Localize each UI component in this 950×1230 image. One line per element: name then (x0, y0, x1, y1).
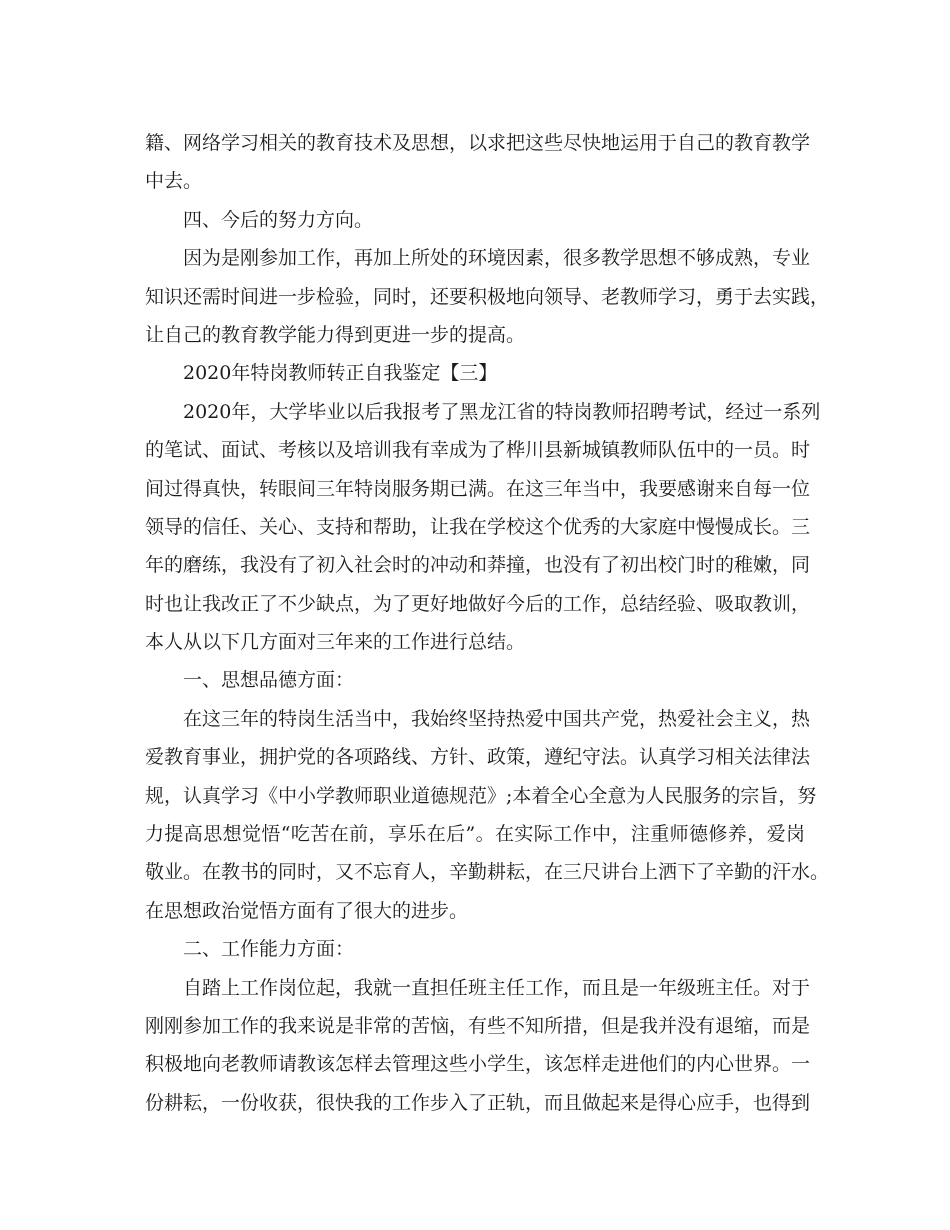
text-line: 的笔试、面试、考核以及培训我有幸成为了桦川县新城镇教师队伍中的一员。时 (145, 439, 811, 462)
text-line: 自踏上工作岗位起，我就一直担任班主任工作，而且是一年级班主任。对于 (183, 976, 811, 999)
text-line: 时也让我改正了不少缺点，为了更好地做好今后的工作，总结经验、吸取教训， (145, 592, 811, 615)
text-line: 积极地向老教师请教该怎样去管理这些小学生，该怎样走进他们的内心世界。一 (145, 1053, 811, 1076)
text-line: 敬业。在教书的同时，又不忘育人，辛勤耕耘，在三尺讲台上洒下了辛勤的汗水。 (145, 861, 830, 884)
text-line: 中去。 (145, 170, 203, 193)
text-line: 规，认真学习《中小学教师职业道德规范》;本着全心全意为人民服务的宗旨，努 (145, 784, 817, 807)
text-line: 二、工作能力方面： (183, 938, 355, 961)
text-line: 2020年，大学毕业以后我报考了黑龙江省的特岗教师招聘考试，经过一系列 (183, 400, 821, 423)
text-line: 籍、网络学习相关的教育技术及思想，以求把这些尽快地运用于自己的教育教学 (145, 132, 811, 154)
text-line: 一、思想品德方面： (183, 669, 355, 692)
text-line: 间过得真快，转眼间三年特岗服务期已满。在这三年当中，我要感谢来自每一位 (145, 477, 811, 500)
text-line: 本人从以下几方面对三年来的工作进行总结。 (145, 631, 526, 654)
text-line: 在这三年的特岗生活当中，我始终坚持热爱中国共产党，热爱社会主义，热 (183, 707, 811, 730)
text-line: 领导的信任、关心、支持和帮助，让我在学校这个优秀的大家庭中慢慢成长。三 (145, 515, 811, 538)
text-line: 四、今后的努力方向。 (183, 208, 374, 231)
text-line: 刚刚参加工作的我来说是非常的苦恼，有些不知所措，但是我并没有退缩，而是 (145, 1014, 811, 1037)
text-line: 爱教育事业，拥护党的各项路线、方针、政策，遵纪守法。认真学习相关法律法 (145, 746, 811, 769)
text-line: 份耕耘，一份收获，很快我的工作步入了正轨，而且做起来是得心应手，也得到 (145, 1091, 811, 1114)
text-line: 知识还需时间进一步检验，同时，还要积极地向领导、老教师学习，勇于去实践， (145, 285, 830, 308)
text-line: 2020年特岗教师转正自我鉴定【三】 (183, 362, 498, 385)
text-line: 因为是刚参加工作，再加上所处的环境因素，很多教学思想不够成熟，专业 (183, 247, 811, 270)
text-line: 年的磨练，我没有了初入社会时的冲动和莽撞，也没有了初出校门时的稚嫩，同 (145, 554, 811, 577)
text-line: 让自己的教育教学能力得到更进一步的提高。 (145, 323, 526, 346)
document-body (145, 124, 830, 1122)
text-line: 在思想政治觉悟方面有了很大的进步。 (145, 899, 469, 922)
text-line: 力提高思想觉悟“吃苦在前，享乐在后”。在实际工作中，注重师德修养，爱岗 (145, 823, 805, 846)
